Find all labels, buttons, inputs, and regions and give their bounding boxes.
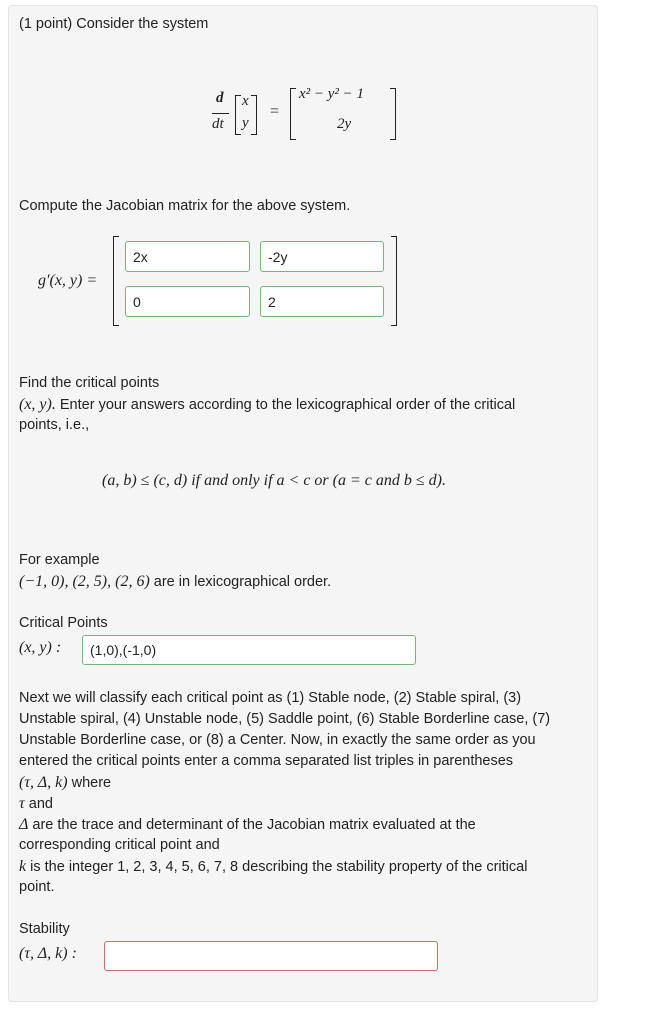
classify-line9-text: is the integer 1, 2, 3, 4, 5, 6, 7, 8 describing the stability property of the critical: [26, 859, 528, 875]
rhs-left-bracket: [290, 88, 296, 140]
stability-label: Stability: [19, 921, 70, 937]
critical-xy-math: (x, y).: [19, 396, 56, 413]
vector-right-bracket: [251, 95, 257, 135]
classify-line10: point.: [19, 879, 55, 895]
classify-line2: Unstable spiral, (4) Unstable node, (5) Saddle point, (6) Stable Borderline case, (7): [19, 711, 551, 727]
classify-line5-text: where: [67, 775, 112, 791]
jacobian-cell-22[interactable]: [260, 286, 384, 317]
example-label: For example: [19, 552, 100, 568]
example-line: [19, 571, 579, 593]
classify-line5: [19, 772, 579, 794]
var-y: y: [242, 115, 249, 131]
critical-points-var: (x, y) :: [19, 639, 62, 656]
problem-intro: (1 point) Consider the system: [19, 16, 209, 32]
stability-var: (τ, Δ, k) :: [19, 945, 77, 962]
critical-points-label: Critical Points: [19, 615, 108, 631]
jacobian-label: g′(x, y) =: [38, 272, 98, 289]
jacobian-right-bracket: [391, 236, 397, 326]
jacobian-left-bracket: [113, 236, 119, 326]
classify-line6: [19, 793, 579, 815]
jacobian-cell-21[interactable]: [125, 286, 250, 317]
stability-input[interactable]: [104, 941, 438, 971]
critical-line3: points, i.e.,: [19, 417, 90, 433]
critical-line2: [19, 394, 579, 416]
jacobian-prompt: Compute the Jacobian matrix for the above system.: [19, 198, 351, 214]
classify-line4: entered the critical points enter a comma separated list triples in parentheses: [19, 753, 514, 769]
example-math: (−1, 0), (2, 5), (2, 6): [19, 573, 150, 590]
classify-line7: [19, 814, 579, 836]
derivative-d: d: [216, 90, 224, 106]
triple-math: (τ, Δ, k): [19, 774, 68, 791]
classify-line7-text: are the trace and determinant of the Jacobian matrix evaluated at the: [28, 817, 476, 833]
rhs-right-bracket: [390, 88, 396, 140]
k-math: k: [19, 858, 27, 875]
classify-line8: corresponding critical point and: [19, 837, 220, 853]
tau-math: τ: [19, 795, 25, 812]
delta-math: Δ: [19, 816, 29, 833]
classify-line6-text: and: [24, 796, 53, 812]
system-equals: =: [269, 103, 280, 120]
lexicographic-rule: (a, b) ≤ (c, d) if and only if a < c or (a = c and b ≤ d).: [102, 472, 446, 489]
derivative-dt: dt: [212, 116, 224, 132]
fraction-bar: [212, 113, 229, 114]
critical-points-input[interactable]: [82, 635, 416, 665]
var-x: x: [242, 93, 249, 109]
jacobian-cell-11[interactable]: [125, 241, 250, 272]
jacobian-cell-12[interactable]: [260, 241, 384, 272]
rhs-row2: 2y: [337, 116, 352, 132]
classify-line1: Next we will classify each critical point as (1) Stable node, (2) Stable spiral, (3): [19, 690, 522, 706]
rhs-row1: x² − y² − 1: [299, 86, 365, 102]
critical-line2-text: Enter your answers according to the lexicographical order of the critical: [55, 397, 516, 413]
critical-line1: Find the critical points: [19, 375, 160, 391]
vector-left-bracket: [235, 95, 241, 135]
classify-line3: Unstable Borderline case, or (8) a Center. Now, in exactly the same order as you: [19, 732, 536, 748]
classify-line9: [19, 856, 579, 878]
example-text: are in lexicographical order.: [149, 574, 332, 590]
